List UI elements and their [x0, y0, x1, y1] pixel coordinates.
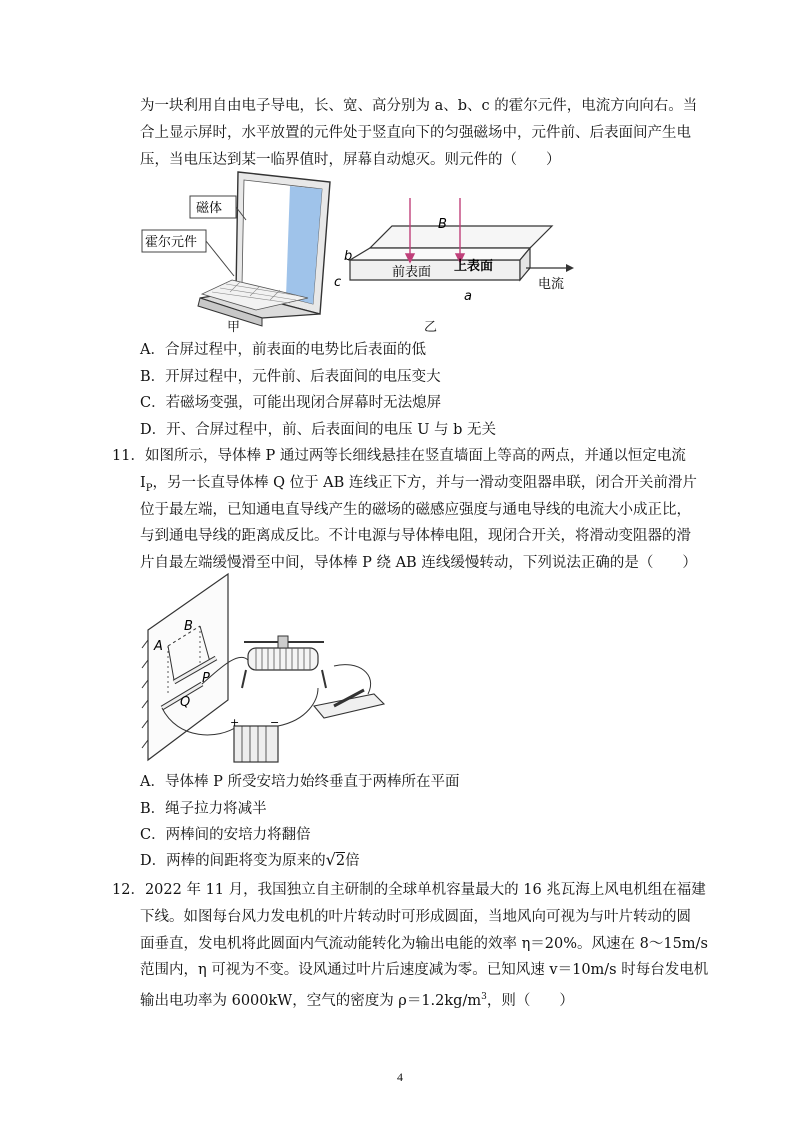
q10-line-2: 合上显示屏时，水平放置的元件处于竖直向下的匀强磁场中，元件前、后表面间产生电	[140, 125, 691, 141]
page-number: 4	[397, 1070, 403, 1084]
label-B: B	[438, 217, 447, 232]
q11-option-b: B．绳子拉力将减半	[140, 801, 267, 817]
q11-option-d-text: D．两棒的间距将变为原来的	[140, 853, 326, 869]
caption-yi: 乙	[424, 320, 438, 335]
q11-line-4: 与到通电导线的距离成反比。不计电源与导体棒电阻，现闭合开关，将滑动变阻器的滑	[140, 528, 691, 544]
q12-line-5-end: ，则（ ）	[486, 992, 574, 1009]
q11-option-d-end: 倍	[345, 853, 360, 869]
q11-line-5: 片自最左端缓慢滑至中间，导体棒 P 绕 AB 连线缓慢转动，下列说法正确的是（ ）	[140, 555, 697, 571]
q11-line-1: 11．如图所示，导体棒 P 通过两等长细线悬挂在竖直墙面上等高的两点，并通以恒定电流	[112, 448, 686, 464]
q10-option-d: D．开、合屏过程中，前、后表面间的电压 U 与 b 无关	[140, 422, 497, 438]
sqrt-symbol: √	[325, 850, 336, 869]
label-a: a	[464, 289, 472, 304]
current-symbol: I	[140, 475, 146, 491]
label-b: b	[344, 249, 353, 264]
label-A: A	[154, 639, 163, 654]
q11-option-d	[140, 850, 360, 871]
q10-option-b: B．开屏过程中，元件前、后表面间的电压变大	[140, 369, 441, 385]
q12-line-1: 12．2022 年 11 月，我国独立自主研制的全球单机容量最大的 16 兆瓦海上风电机组在福建	[112, 882, 706, 898]
q11-line-2	[140, 473, 697, 499]
label-plus: +	[230, 716, 240, 729]
sqrt-radicand: 2	[335, 853, 346, 869]
q10-line-3: 压，当电压达到某一临界值时，屏幕自动熄灭。则元件的（ ）	[140, 152, 561, 168]
q10-option-c: C．若磁场变强，可能出现闭合屏幕时无法熄屏	[140, 395, 442, 411]
q10-option-a: A．合屏过程中，前表面的电势比后表面的低	[140, 342, 426, 358]
q11-option-c: C．两棒间的安培力将翻倍	[140, 827, 311, 843]
label-front-surface: 前表面	[392, 265, 432, 280]
label-magnet: 磁体	[196, 201, 223, 216]
caption-jia: 甲	[227, 320, 241, 335]
q11-line-3: 位于最左端，已知通电直导线产生的磁场的磁感应强度与通电导线的电流大小成正比，	[140, 502, 691, 518]
q11-line-2-rest: ，另一长直导体棒 Q 位于 AB 连线正下方，并与一滑动变阻器串联，闭合开关前滑片	[152, 475, 697, 491]
q12-line-3: 面垂直，发电机将此圆面内气流动能转化为输出电能的效率 η＝20%。风速在 8～15m/s	[140, 936, 708, 952]
q12-line-5	[140, 987, 574, 1011]
figure-hall-element	[330, 196, 600, 314]
q12-line-2: 下线。如图每台风力发电机的叶片转动时可形成圆面，当地风向可视为与叶片转动的圆	[140, 909, 691, 925]
q11-option-a: A．导体棒 P 所受安培力始终垂直于两棒所在平面	[140, 774, 460, 790]
label-current: 电流	[538, 277, 565, 292]
label-minus: −	[270, 716, 280, 729]
figure-laptop	[140, 168, 340, 336]
label-Q: Q	[180, 695, 191, 710]
current-subscript: P	[145, 482, 153, 494]
label-c: c	[334, 275, 342, 290]
label-B-point: B	[184, 619, 193, 634]
q12-line-5-text: 输出电功率为 6000kW，空气的密度为 ρ＝1.2kg/m	[140, 992, 482, 1009]
density-exponent: 3	[481, 992, 487, 1002]
figure-conductor-rods	[138, 570, 418, 770]
q12-line-4: 范围内，η 可视为不变。设风通过叶片后速度减为零。已知风速 v＝10m/s 时每台发电机	[140, 962, 709, 978]
label-hall-element: 霍尔元件	[145, 235, 198, 250]
label-top-surface: 上表面	[454, 259, 494, 274]
label-P: P	[202, 671, 210, 686]
q10-line-1: 为一块利用自由电子导电，长、宽、高分别为 a、b、c 的霍尔元件，电流方向向右。当	[140, 98, 698, 114]
